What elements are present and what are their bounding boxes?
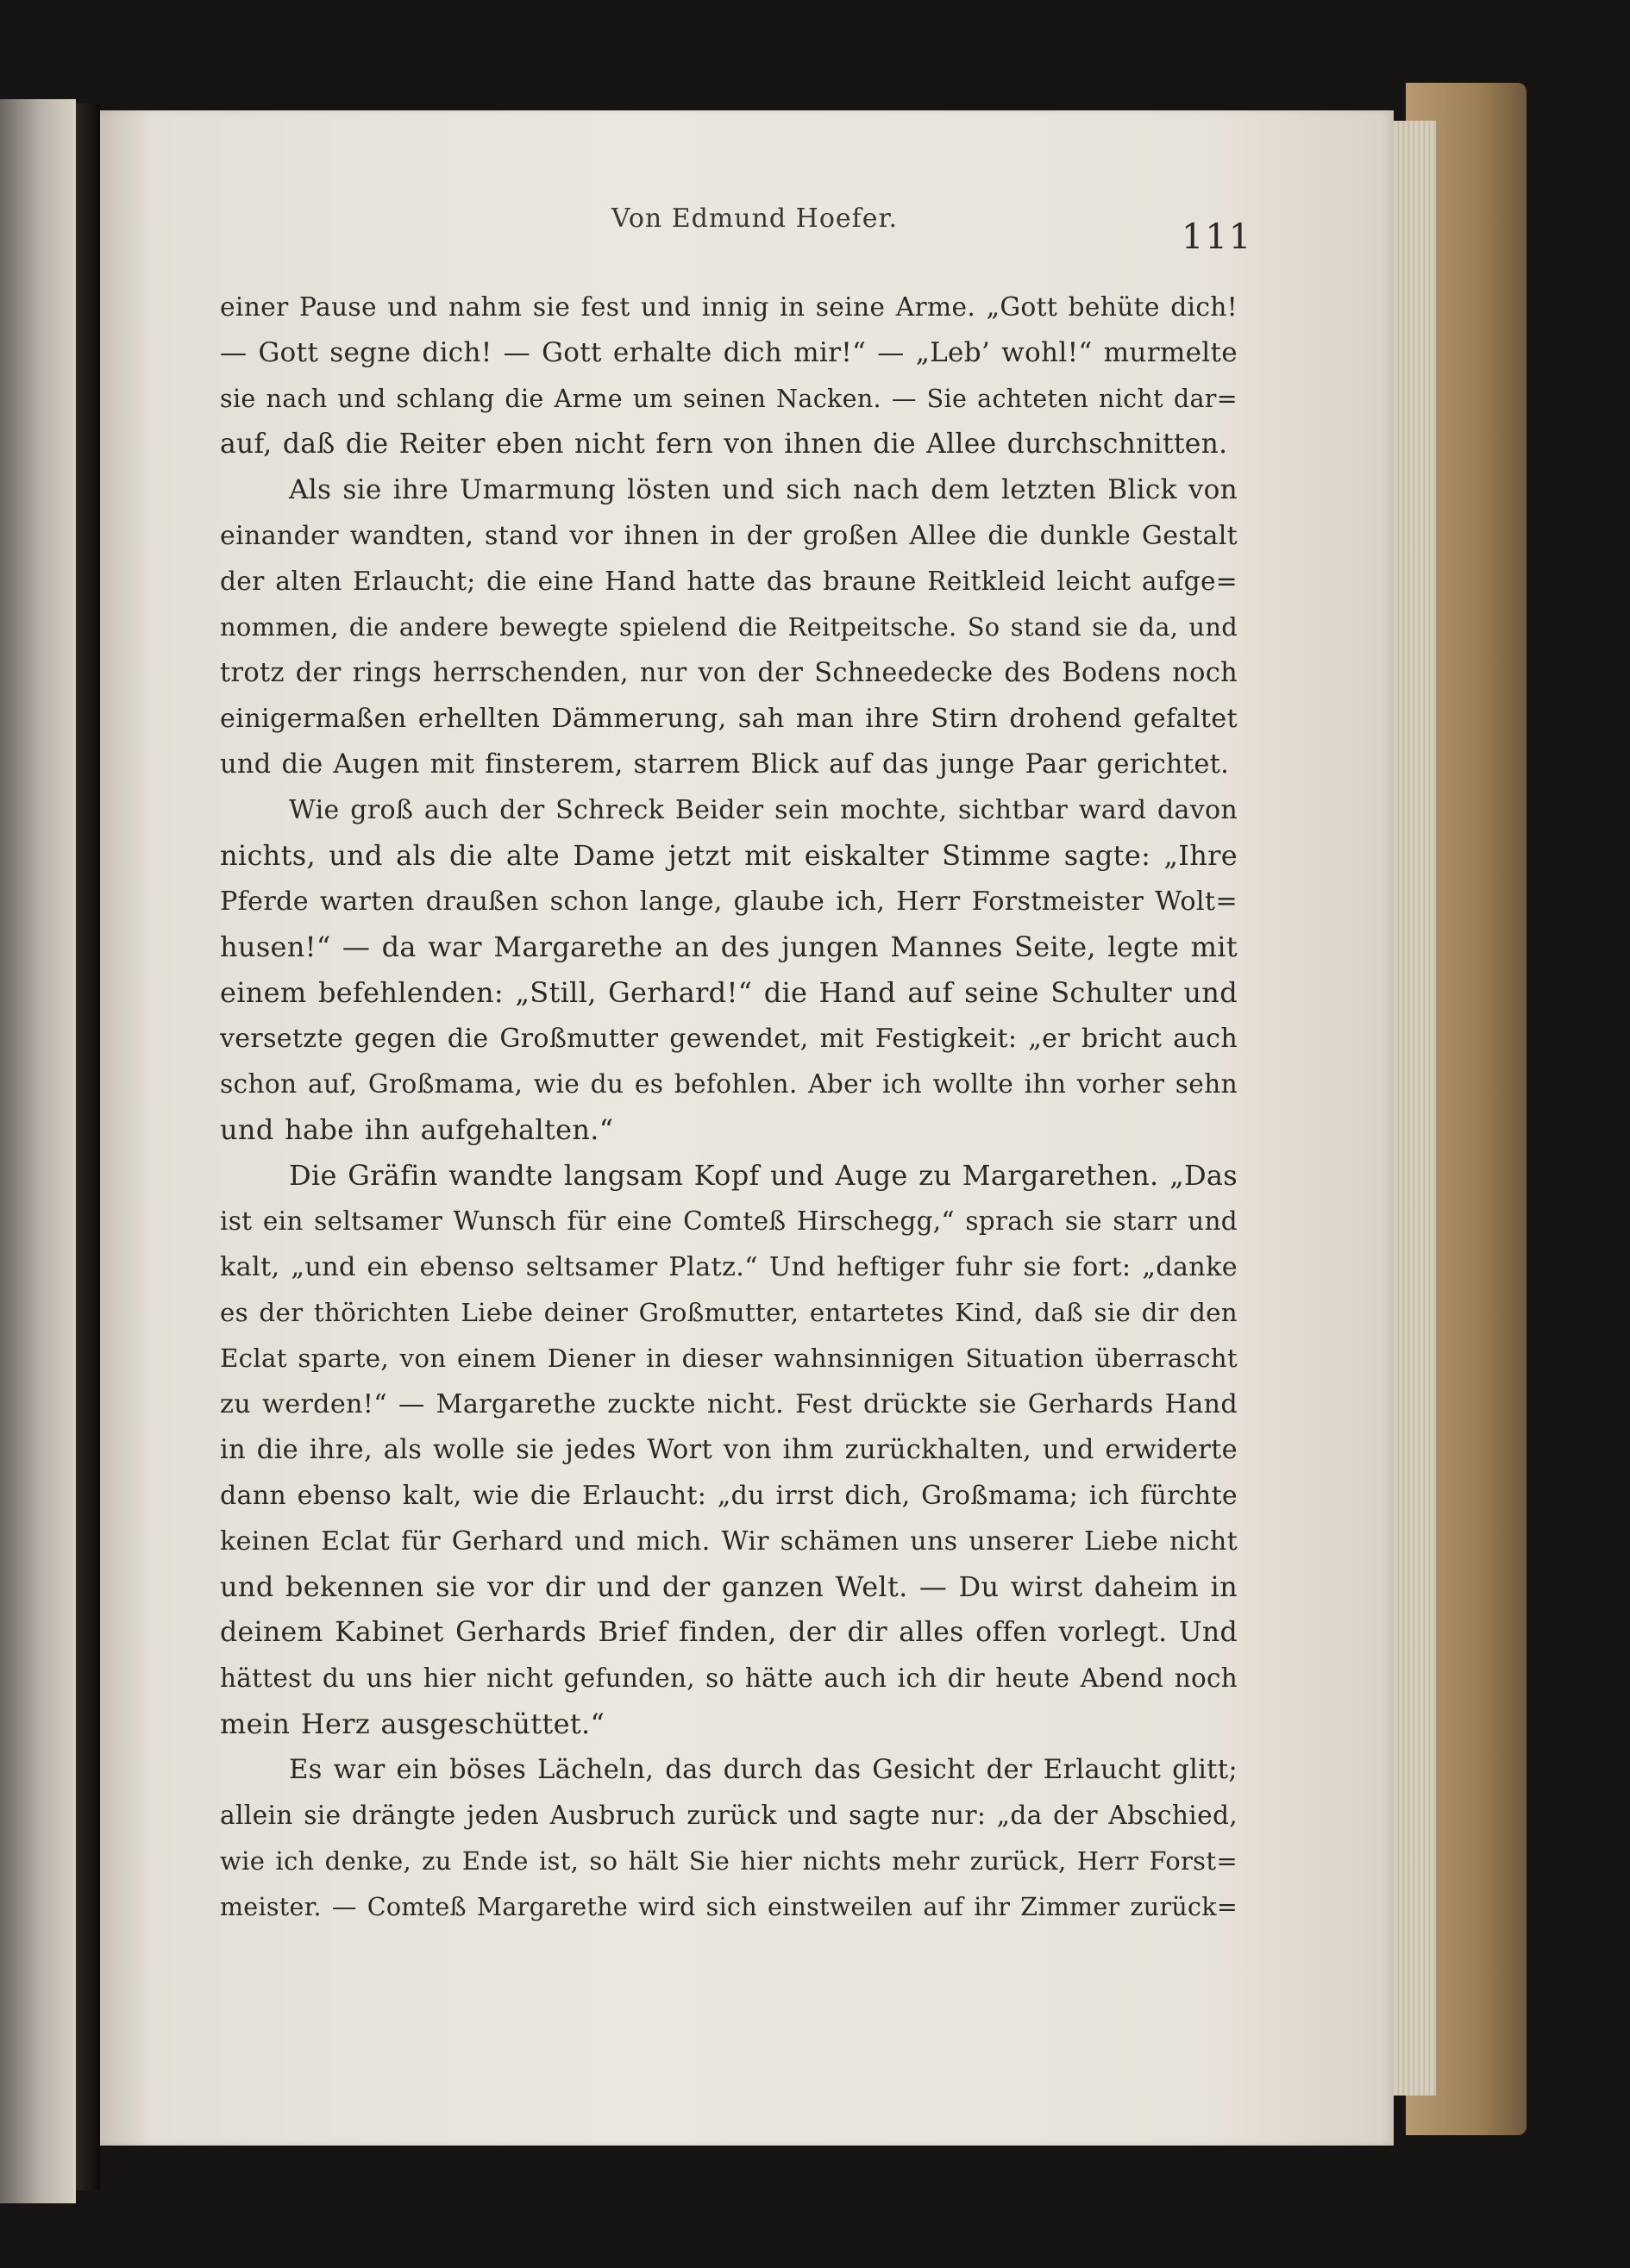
body-text [220, 285, 1238, 1930]
text-line: einer Pause und nahm sie fest und innig in seine Arme. „Gott behüte dich! [220, 292, 1238, 323]
text-line: Als sie ihre Umarmung lösten und sich nach dem letzten Blick von [289, 474, 1238, 505]
text-line: deinem Kabinet Gerhards Brief finden, der dir alles offen vorlegt. Und [220, 1617, 1238, 1648]
text-line: Die Gräfin wandte langsam Kopf und Auge zu Margarethen. „Das [289, 1159, 1238, 1192]
text-line: kalt, „und ein ebenso seltsamer Platz.“ Und heftiger fuhr sie fort: „danke [220, 1252, 1238, 1282]
text-line: es der thörichten Liebe deiner Großmutter, entartetes Kind, daß sie dir den [220, 1298, 1238, 1327]
text-line: keinen Eclat für Gerhard und mich. Wir schämen uns unserer Liebe nicht [220, 1526, 1238, 1557]
text-line: wie ich denke, zu Ende ist, so hält Sie hier nichts mehr zurück, Herr Forst= [220, 1846, 1238, 1876]
text-line: Eclat sparte, von einem Diener in dieser wahnsinnigen Situation überrascht [220, 1344, 1238, 1373]
text-line: nommen, die andere bewegte spielend die Reitpeitsche. So stand sie da, und [220, 612, 1238, 642]
text-line: ist ein seltsamer Wunsch für eine Comteß Hirschegg,“ sprach sie starr und [220, 1206, 1238, 1236]
text-line: und die Augen mit finsterem, starrem Blick auf das junge Paar gerichtet. [220, 749, 1230, 780]
text-line: dann ebenso kalt, wie die Erlaucht: „du irrst dich, Großmama; ich fürchte [220, 1481, 1238, 1511]
text-line: der alten Erlaucht; die eine Hand hatte das braune Reitkleid leicht aufge= [220, 567, 1238, 597]
text-line: und bekennen sie vor dir und der ganzen Welt. — Du wirst daheim in [220, 1570, 1238, 1603]
text-line: Pferde warten draußen schon lange, glaube ich, Herr Forstmeister Wolt= [220, 887, 1238, 917]
text-line: schon auf, Großmama, wie du es befohlen. Aber ich wollte ihn vorher sehn [220, 1069, 1238, 1100]
text-line: einander wandten, stand vor ihnen in der großen Allee die dunkle Gestalt [220, 521, 1238, 551]
running-head: Von Edmund Hoefer. [611, 204, 899, 234]
text-line: hättest du uns hier nicht gefunden, so hätte auch ich dir heute Abend noch [220, 1663, 1238, 1693]
text-line: trotz der rings herrschenden, nur von der Schneedecke des Bodens noch [220, 658, 1238, 688]
text-line: und habe ihn aufgehalten.“ [220, 1113, 614, 1146]
text-line: einem befehlenden: „Still, Gerhard!“ die Hand auf seine Schulter und [220, 976, 1238, 1009]
text-line: einigermaßen erhellten Dämmerung, sah man ihre Stirn drohend gefaltet [220, 704, 1238, 734]
text-line: auf, daß die Reiter eben nicht fern von ihnen die Allee durchschnitten. [220, 429, 1228, 460]
text-line: zu werden!“ — Margarethe zuckte nicht. Fest drückte sie Gerhards Hand [220, 1389, 1238, 1419]
page-number: 111 [1182, 217, 1253, 257]
text-line: mein Herz ausgeschüttet.“ [220, 1707, 605, 1740]
text-line: sie nach und schlang die Arme um seinen Nacken. — Sie achteten nicht dar= [220, 384, 1238, 413]
text-line: allein sie drängte jeden Ausbruch zurück und sagte nur: „da der Abschied, [220, 1801, 1238, 1831]
text-line: Es war ein böses Lächeln, das durch das Gesicht der Erlaucht glitt; [289, 1755, 1238, 1785]
left-page-edge [0, 99, 76, 2203]
text-line: in die ihre, als wolle sie jedes Wort von ihm zurückhalten, und erwiderte [220, 1435, 1238, 1465]
text-line: — Gott segne dich! — Gott erhalte dich mir!“ — „Leb’ wohl!“ murmelte [220, 337, 1238, 368]
text-line: meister. — Comteß Margarethe wird sich einstweilen auf ihr Zimmer zurück= [220, 1893, 1238, 1921]
text-line: husen!“ — da war Margarethe an des jungen Mannes Seite, legte mit [220, 930, 1238, 963]
text-line: versetzte gegen die Großmutter gewendet, mit Festigkeit: „er bricht auch [220, 1024, 1238, 1054]
text-line: Wie groß auch der Schreck Beider sein mochte, sichtbar ward davon [289, 795, 1238, 825]
text-line: nichts, und als die alte Dame jetzt mit eiskalter Stimme sagte: „Ihre [220, 839, 1238, 872]
book-gutter [76, 103, 100, 2190]
